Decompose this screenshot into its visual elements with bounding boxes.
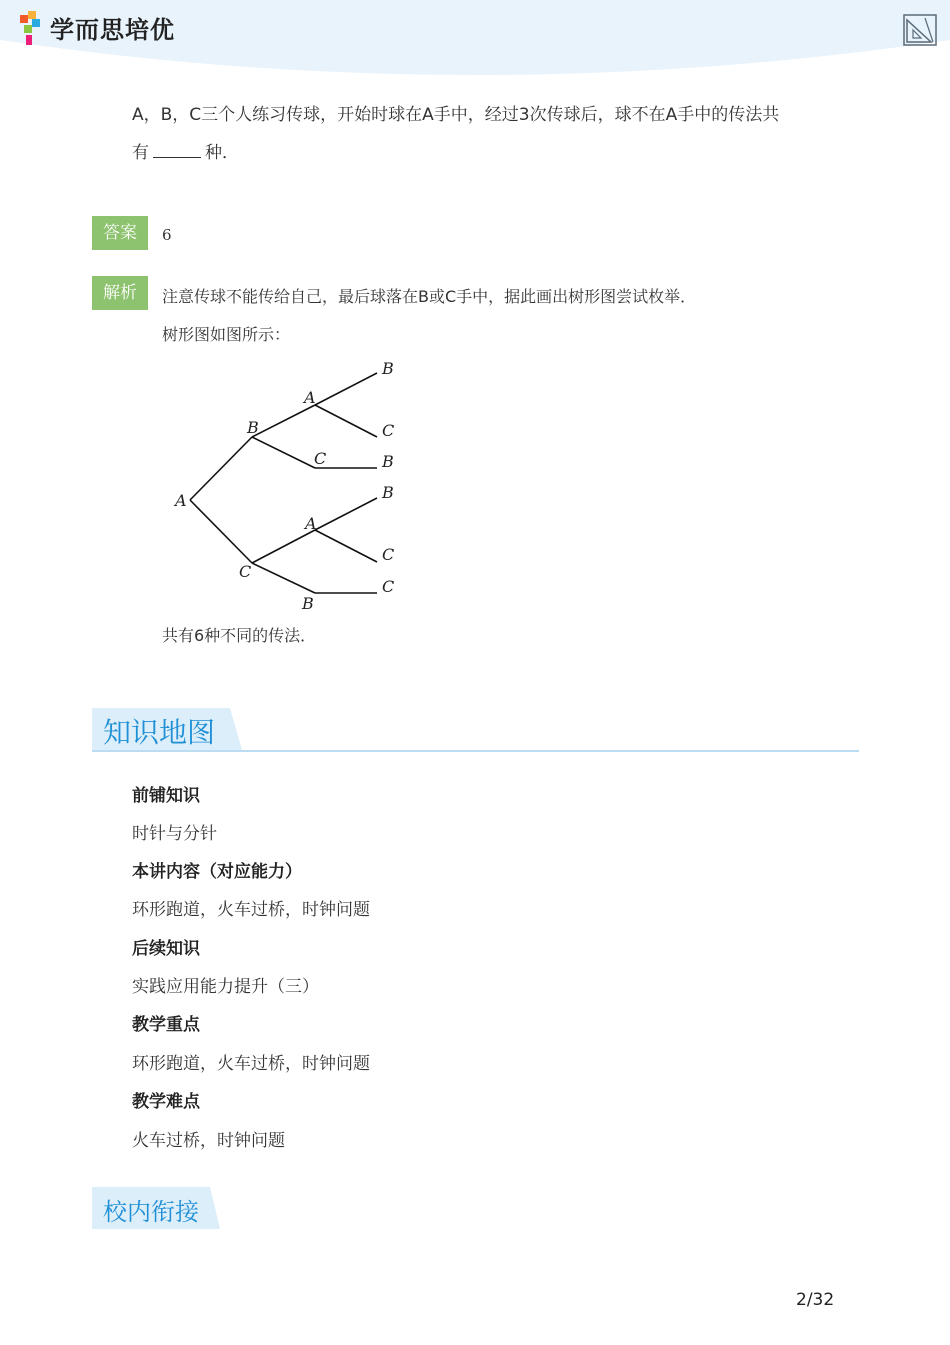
question-suffix: 种．	[205, 143, 239, 163]
brand-logo	[20, 10, 175, 45]
km-content-1: 时针与分针	[132, 824, 217, 844]
question-text	[132, 96, 832, 172]
tree-node-root: A	[175, 491, 187, 510]
tree-node-cb: B	[302, 594, 314, 613]
km-heading-4: 教学重点	[132, 1015, 200, 1035]
tree-leaf-cbc: C	[382, 577, 395, 596]
question-line-1: A，B，C三个人练习传球，开始时球在A手中，经过3次传球后，球不在A手中的传法共	[132, 105, 780, 125]
tree-edges	[190, 373, 377, 593]
km-heading-2: 本讲内容（对应能力）	[132, 862, 302, 882]
km-heading-3: 后续知识	[132, 939, 200, 959]
km-heading-5: 教学难点	[132, 1092, 200, 1112]
tree-node-bc: C	[314, 449, 327, 468]
explanation-line-1: 注意传球不能传给自己，最后球落在B或C手中，据此画出树形图尝试枚举．	[162, 287, 697, 306]
km-content-2: 环形跑道，火车过桥，时钟问题	[132, 900, 370, 920]
knowledge-map-title: 知识地图	[103, 716, 216, 749]
explanation-conclusion: 共有6种不同的传法．	[162, 626, 317, 645]
answer-value: 6	[162, 226, 172, 244]
tree-node-b: B	[247, 418, 259, 437]
tree-leaf-cab: B	[382, 483, 394, 502]
question-prefix: 有	[132, 143, 149, 163]
school-link-title: 校内衔接	[103, 1198, 199, 1226]
explanation-line-2: 树形图如图所示：	[162, 325, 291, 344]
logo-icon	[20, 11, 44, 45]
page-header	[0, 0, 950, 84]
km-content-4: 环形跑道，火车过桥，时钟问题	[132, 1054, 370, 1074]
km-content-3: 实践应用能力提升（三）	[132, 977, 319, 997]
tree-leaf-bac: C	[382, 421, 395, 440]
km-heading-1: 前铺知识	[132, 786, 200, 806]
tree-leaf-bab: B	[382, 359, 394, 378]
answer-blank	[153, 143, 201, 158]
ruler-triangle-icon	[903, 14, 937, 46]
brand-name: 学而思培优	[50, 16, 175, 44]
tree-node-ca: A	[305, 514, 317, 533]
tree-leaf-bcb: B	[382, 452, 394, 471]
section-divider	[92, 750, 859, 752]
tree-diagram	[165, 355, 405, 615]
question-line-2	[132, 134, 832, 172]
tree-node-c: C	[239, 562, 252, 581]
answer-tag: 答案	[92, 216, 148, 250]
tree-node-ba: A	[304, 388, 316, 407]
explanation-tag: 解析	[92, 276, 148, 310]
km-content-5: 火车过桥，时钟问题	[132, 1131, 285, 1151]
tree-leaf-cac: C	[382, 545, 395, 564]
page-number: 2/32	[796, 1290, 835, 1310]
